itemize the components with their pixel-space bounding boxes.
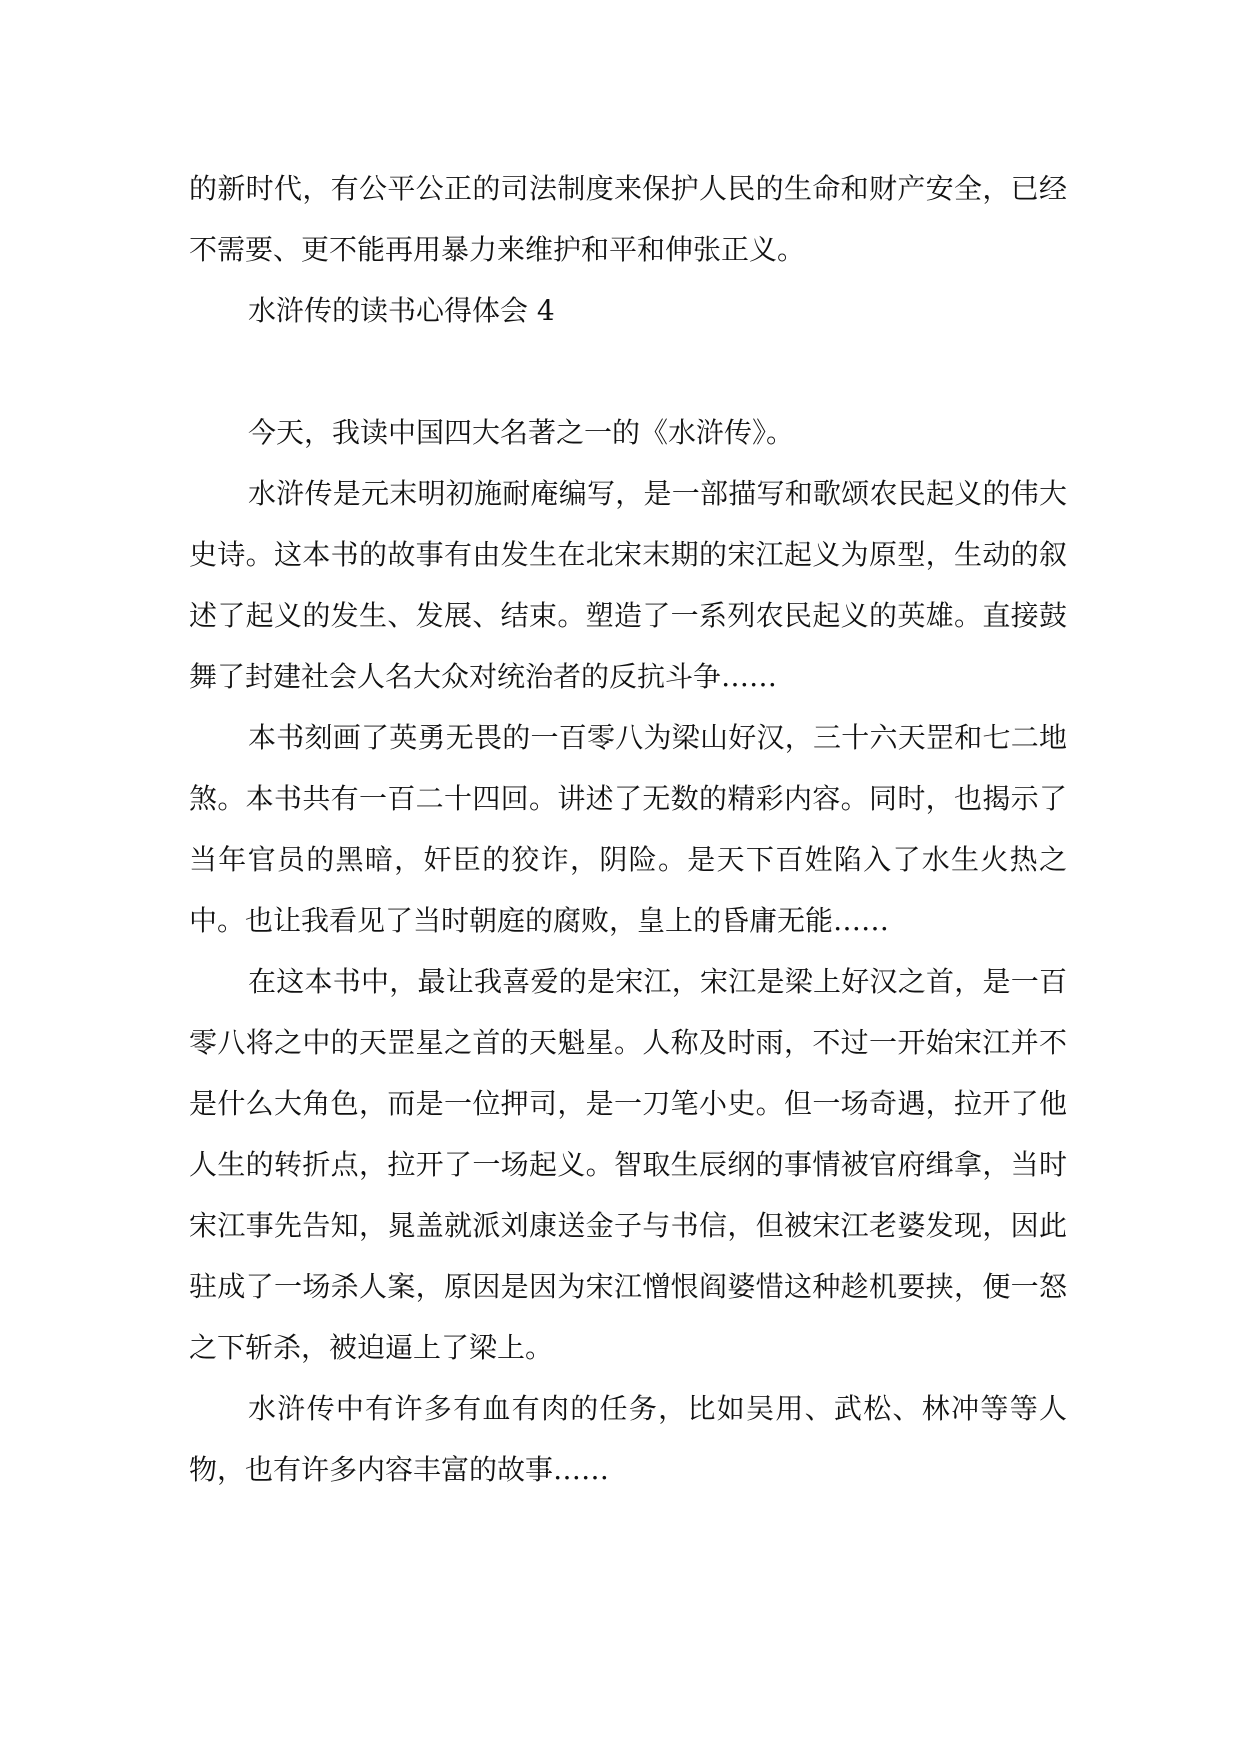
document-body bbox=[189, 158, 1067, 1500]
paragraph-songjiang: 在这本书中，最让我喜爱的是宋江，宋江是梁上好汉之首，是一百零八将之中的天罡星之首的天魁星。人称及时雨，不过一开始宋江并不是什么大角色，而是一位押司，是一刀笔小史。但一场奇遇，拉开了他人生的转折点，拉开了一场起义。智取生辰纲的事情被官府缉拿，当时宋江事先告知，晁盖就派刘康送金子与书信，但被宋江老婆发现，因此驻成了一场杀人案，原因是因为宋江憎恨阎婆惜这种趁机要挟，便一怒之下斩杀，被迫逼上了梁上。 bbox=[189, 965, 1067, 1364]
paragraph-heroes: 本书刻画了英勇无畏的一百零八为梁山好汉，三十六天罡和七二地煞。本书共有一百二十四回。讲述了无数的精彩内容。同时，也揭示了当年官员的黑暗，奸臣的狡诈，阴险。是天下百姓陷入了水生火热之中。也让我看见了当时朝庭的腐败，皇上的昏庸无能…… bbox=[189, 721, 1067, 937]
paragraph-intro: 今天，我读中国四大名著之一的《水浒传》。 bbox=[248, 416, 795, 449]
continuation-paragraph: 的新时代，有公平公正的司法制度来保护人民的生命和财产安全，已经不需要、更不能再用暴力来维护和平和伸张正义。 bbox=[189, 172, 1067, 266]
blank-line bbox=[189, 341, 1067, 402]
paragraph-characters: 水浒传中有许多有血有肉的任务，比如吴用、武松、林冲等等人物，也有许多内容丰富的故事…… bbox=[189, 1392, 1067, 1486]
paragraph-overview: 水浒传是元末明初施耐庵编写，是一部描写和歌颂农民起义的伟大史诗。这本书的故事有由发生在北宋末期的宋江起义为原型，生动的叙述了起义的发生、发展、结束。塑造了一系列农民起义的英雄。直接鼓舞了封建社会人名大众对统治者的反抗斗争…… bbox=[189, 477, 1067, 693]
section-title: 水浒传的读书心得体会 4 bbox=[248, 294, 555, 327]
